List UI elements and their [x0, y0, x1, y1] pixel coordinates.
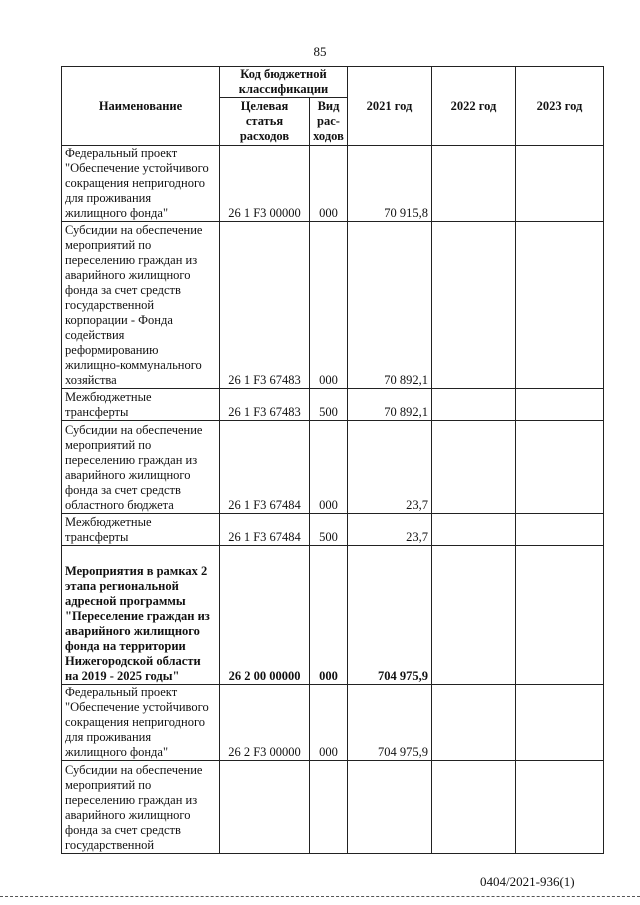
row-2021: 70 915,8	[348, 146, 432, 222]
header-row	[62, 67, 604, 98]
row-2022	[432, 389, 516, 421]
row-2023	[516, 421, 604, 514]
row-2023	[516, 761, 604, 854]
row-2021: 704 975,9	[348, 546, 432, 685]
header-2021: 2021 год	[348, 67, 432, 146]
row-2023	[516, 546, 604, 685]
row-target-article: 26 2 F3 00000	[220, 685, 310, 761]
row-2021: 70 892,1	[348, 389, 432, 421]
row-2021: 23,7	[348, 421, 432, 514]
document-code: 0404/2021-936(1)	[480, 874, 575, 889]
row-expense-kind: 000	[310, 421, 348, 514]
row-target-article: 26 1 F3 67483	[220, 222, 310, 389]
row-expense-kind: 500	[310, 514, 348, 546]
row-2023	[516, 222, 604, 389]
row-expense-kind: 500	[310, 389, 348, 421]
row-2022	[432, 761, 516, 854]
row-2023	[516, 514, 604, 546]
row-expense-kind	[310, 761, 348, 854]
row-target-article	[220, 761, 310, 854]
row-name: Федеральный проект "Обеспечение устойчивого сокращения непригодного для проживания жилищного фонда"	[62, 685, 220, 761]
row-expense-kind: 000	[310, 546, 348, 685]
row-expense-kind: 000	[310, 146, 348, 222]
row-name: Субсидии на обеспечение мероприятий по переселению граждан из аварийного жилищного фонда за счет средств государственной	[62, 761, 220, 854]
table-row	[62, 546, 604, 685]
header-target-article: Целевая статья расходов	[220, 98, 310, 146]
table-row	[62, 761, 604, 854]
page-bottom-divider	[0, 896, 640, 897]
row-2021	[348, 761, 432, 854]
header-2023: 2023 год	[516, 67, 604, 146]
page-number: 85	[313, 44, 327, 59]
header-name: Наименование	[62, 67, 220, 146]
row-2021: 23,7	[348, 514, 432, 546]
budget-table	[61, 66, 604, 854]
row-name: Межбюджетные трансферты	[62, 514, 220, 546]
row-2022	[432, 146, 516, 222]
row-name: Межбюджетные трансферты	[62, 389, 220, 421]
table-row	[62, 421, 604, 514]
row-2022	[432, 685, 516, 761]
row-2022	[432, 546, 516, 685]
table-row	[62, 514, 604, 546]
row-2023	[516, 146, 604, 222]
table-row	[62, 222, 604, 389]
row-target-article: 26 1 F3 67483	[220, 389, 310, 421]
row-target-article: 26 2 00 00000	[220, 546, 310, 685]
row-name: Федеральный проект "Обеспечение устойчивого сокращения непригодного для проживания жилищного фонда"	[62, 146, 220, 222]
table-row	[62, 146, 604, 222]
row-2022	[432, 514, 516, 546]
header-expense-kind: Вид рас-ходов	[310, 98, 348, 146]
row-target-article: 26 1 F3 67484	[220, 514, 310, 546]
row-name: Мероприятия в рамках 2 этапа региональной адресной программы "Переселение граждан из аварийного жилищного фонда на территории Нижегородской области на 2019 - 2025 годы"	[62, 546, 220, 685]
row-2021: 70 892,1	[348, 222, 432, 389]
header-2022: 2022 год	[432, 67, 516, 146]
row-2023	[516, 685, 604, 761]
row-target-article: 26 1 F3 67484	[220, 421, 310, 514]
row-expense-kind: 000	[310, 222, 348, 389]
table-row	[62, 389, 604, 421]
row-name: Субсидии на обеспечение мероприятий по переселению граждан из аварийного жилищного фонда за счет средств областного бюджета	[62, 421, 220, 514]
table-row	[62, 685, 604, 761]
row-2022	[432, 222, 516, 389]
row-expense-kind: 000	[310, 685, 348, 761]
row-target-article: 26 1 F3 00000	[220, 146, 310, 222]
row-name: Субсидии на обеспечение мероприятий по переселению граждан из аварийного жилищного фонда за счет средств государственной корпорации - Фонда содействия реформированию жилищно-коммунального хозяйства	[62, 222, 220, 389]
row-2022	[432, 421, 516, 514]
header-budget-code: Код бюджетной классификации	[220, 67, 348, 98]
row-2023	[516, 389, 604, 421]
row-2021: 704 975,9	[348, 685, 432, 761]
